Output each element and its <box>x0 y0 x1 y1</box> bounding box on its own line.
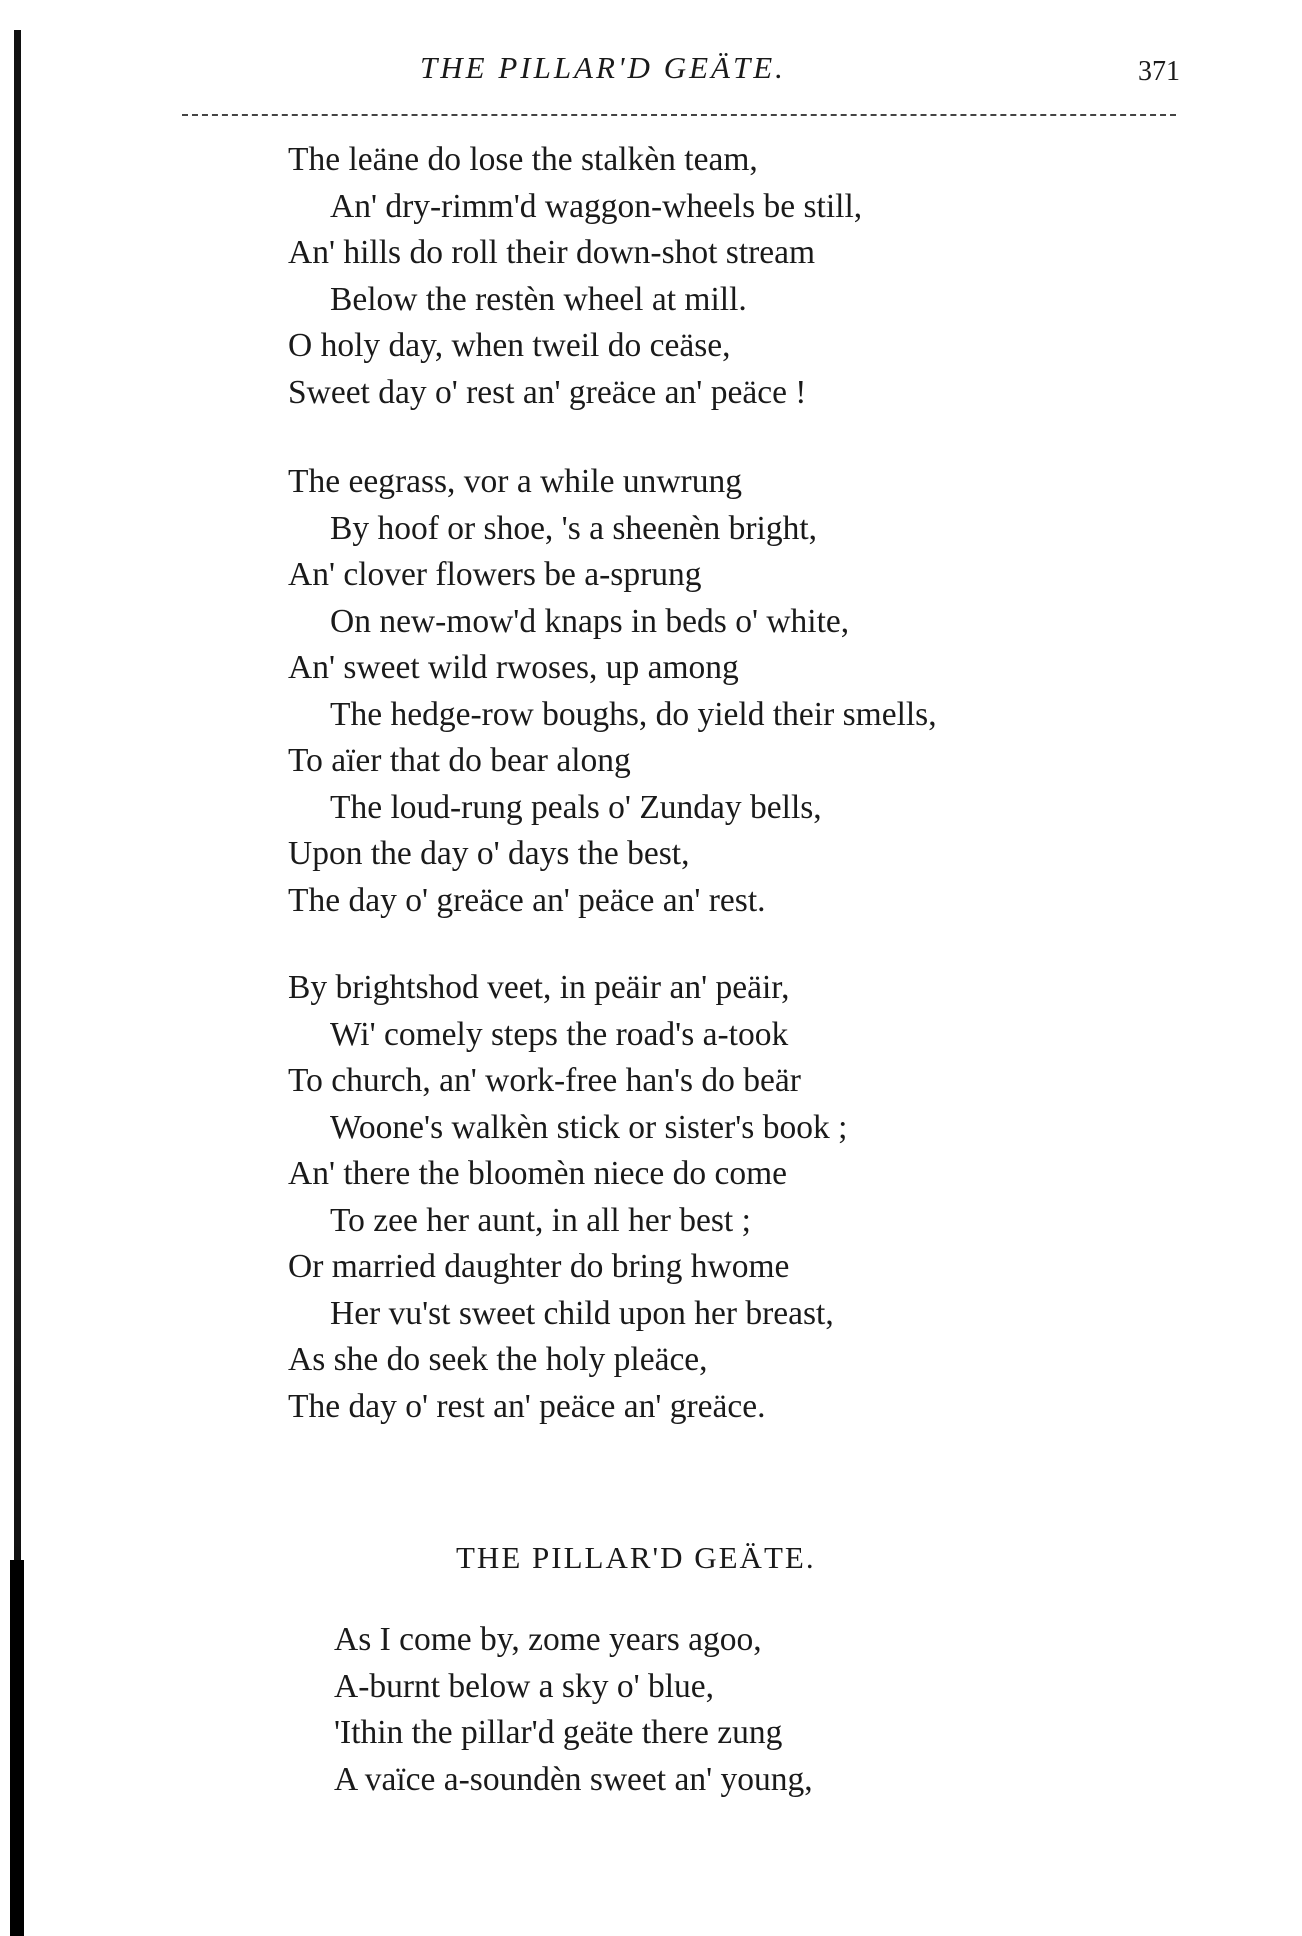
verse-line: O holy day, when tweil do ceäse, <box>288 327 731 364</box>
verse-line: Or married daughter do bring hwome <box>288 1248 790 1285</box>
verse-line: Upon the day o' days the best, <box>288 835 690 872</box>
verse-line: The day o' rest an' peäce an' greäce. <box>288 1387 766 1425</box>
verse-line: The loud-rung peals o' Zunday bells, <box>330 788 822 826</box>
verse-line: A vaïce a-soundèn sweet an' young, <box>334 1760 813 1798</box>
verse-line: Below the restèn wheel at mill. <box>330 280 747 318</box>
verse-line: An' hills do roll their down-shot stream <box>288 234 816 271</box>
verse-line: An' clover flowers be a-sprung <box>288 556 702 593</box>
verse-line: On new-mow'd knaps in beds o' white, <box>330 602 850 640</box>
verse-line: To aïer that do bear along <box>288 742 631 779</box>
verse-line: A-burnt below a sky o' blue, <box>334 1667 715 1705</box>
verse-line: The hedge-row boughs, do yield their smells, <box>330 695 937 733</box>
verse-line: An' there the bloomèn niece do come <box>288 1155 788 1192</box>
verse-line: Her vu'st sweet child upon her breast, <box>330 1294 834 1332</box>
verse-line: The eegrass, vor a while unwrung <box>288 463 742 500</box>
stanza-1 <box>288 137 862 416</box>
verse-line: The day o' greäce an' peäce an' rest. <box>288 881 766 919</box>
verse-line: Wi' comely steps the road's a-took <box>330 1015 789 1053</box>
poem-title: THE PILLAR'D GEÄTE. <box>456 1540 816 1575</box>
verse-line: To church, an' work-free han's do beär <box>288 1062 801 1099</box>
stanza-3 <box>288 965 847 1430</box>
verse-line: By hoof or shoe, 's a sheenèn bright, <box>330 509 818 547</box>
verse-line: Sweet day o' rest an' greäce an' peäce ! <box>288 373 807 411</box>
verse-line: Woone's walkèn stick or sister's book ; <box>330 1108 848 1146</box>
running-head: THE PILLAR'D GEÄTE. <box>420 50 786 85</box>
verse-line: To zee her aunt, in all her best ; <box>330 1201 751 1239</box>
poem-opening-stanza <box>334 1617 813 1803</box>
verse-line: 'Ithin the pillar'd geäte there zung <box>334 1714 783 1751</box>
page-number: 371 <box>1138 56 1180 87</box>
header-rule <box>182 114 1176 116</box>
stanza-2 <box>288 459 937 924</box>
page-binding-shadow <box>10 1560 24 1936</box>
verse-line: An' dry-rimm'd waggon-wheels be still, <box>330 187 863 225</box>
verse-line: As I come by, zome years agoo, <box>334 1621 762 1658</box>
verse-line: As she do seek the holy pleäce, <box>288 1341 708 1378</box>
verse-line: By brightshod veet, in peäir an' peäir, <box>288 969 790 1006</box>
verse-line: An' sweet wild rwoses, up among <box>288 649 739 686</box>
verse-line: The leäne do lose the stalkèn team, <box>288 141 758 178</box>
